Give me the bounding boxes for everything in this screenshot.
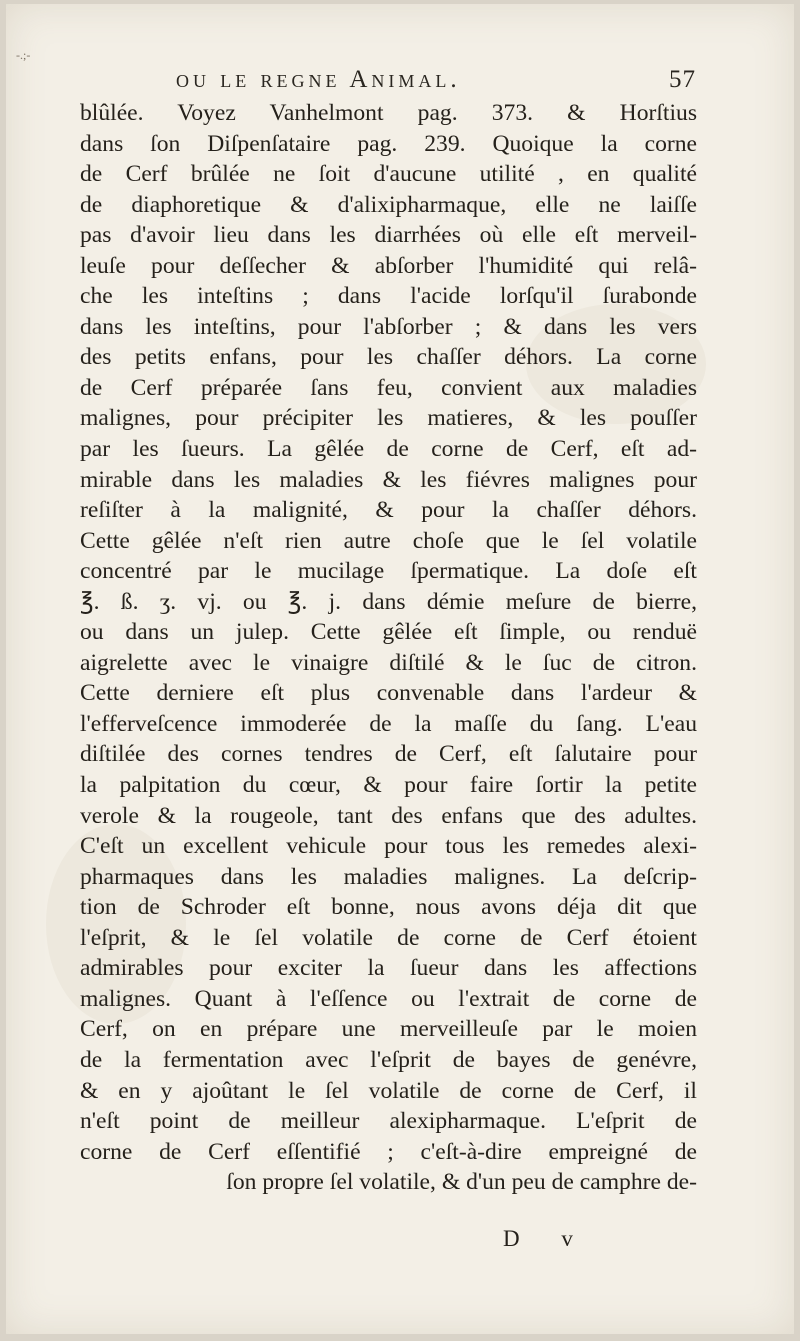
book-page (6, 4, 794, 1334)
text-line: de la fermentation avec l'eſprit de bayes de genévre, (80, 1046, 697, 1073)
text-line: par les ſueurs. La gêlée de corne de Cerf, eſt ad- (80, 436, 697, 463)
text-line: dans ſon Diſpenſataire pag. 239. Quoique la corne (80, 130, 697, 157)
page-number: 57 (669, 66, 696, 93)
text-line: leuſe pour deſſecher & abſorber l'humidité qui relâ- (80, 252, 697, 279)
text-line: tion de Schroder eſt bonne, nous avons déja dit que (80, 894, 697, 921)
text-line: ſon propre ſel volatile, & d'un peu de camphre de- (226, 1169, 697, 1196)
corner-mark: -.;- (16, 48, 31, 62)
text-line: C'eſt un excellent vehicule pour tous les remedes alexi- (80, 833, 697, 860)
text-line: ou dans un julep. Cette gêlée eſt ſimple, ou renduë (80, 619, 697, 646)
text-line: admirables pour exciter la ſueur dans les affections (80, 955, 697, 982)
text-line: n'eſt point de meilleur alexipharmaque. L'eſprit de (80, 1108, 697, 1135)
text-line: che les inteſtins ; dans l'acide lorſqu'il ſurabonde (80, 283, 697, 310)
text-line: Cerf, on en prépare une merveilleuſe par le moien (80, 1016, 697, 1043)
body-text (80, 98, 697, 1198)
text-line: concentré par le mucilage ſpermatique. La doſe eſt (80, 558, 697, 585)
text-line: aigrelette avec le vinaigre diſtilé & le ſuc de citron. (80, 649, 697, 676)
text-line: diſtilée des cornes tendres de Cerf, eſt ſalutaire pour (80, 741, 697, 768)
running-head (176, 66, 696, 100)
text-line: dans les inteſtins, pour l'abſorber ; & dans les vers (80, 313, 697, 340)
text-line: pas d'avoir lieu dans les diarrhées où elle eſt merveil- (80, 222, 697, 249)
text-line: l'efferveſcence immoderée de la maſſe du ſang. L'eau (80, 710, 697, 737)
text-line: Cette derniere eſt plus convenable dans l'ardeur & (80, 680, 697, 707)
text-line: & en y ajoûtant le ſel volatile de corne de Cerf, il (80, 1077, 697, 1104)
text-line: corne de Cerf eſſentifié ; c'eſt-à-dire empreigné de (80, 1138, 697, 1165)
text-line: pharmaques dans les maladies malignes. La deſcrip- (80, 863, 697, 890)
text-line: la palpitation du cœur, & pour faire ſortir la petite (80, 772, 697, 799)
text-line: malignes. Quant à l'eſſence ou l'extrait de corne de (80, 985, 697, 1012)
text-line: de diaphoretique & d'alixipharmaque, elle ne laiſſe (80, 191, 697, 218)
text-line: malignes, pour précipiter les matieres, & les pouſſer (80, 405, 697, 432)
running-head-title: ou le regne Animal. (176, 66, 461, 93)
text-line: reſiſter à la malignité, & pour la chaſſer déhors. (80, 497, 697, 524)
text-line: de Cerf brûlée ne ſoit d'aucune utilité , en qualité (80, 161, 697, 188)
text-line: mirable dans les maladies & les fiévres malignes pour (80, 466, 697, 493)
signature-mark: D v (503, 1226, 591, 1251)
text-line: l'eſprit, & le ſel volatile de corne de Cerf étoient (80, 924, 697, 951)
text-line: ℥. ß. ʒ. vj. ou ℥. j. dans démie meſure de bierre, (80, 588, 697, 615)
text-line: blûlée. Voyez Vanhelmont pag. 373. & Horſtius (80, 100, 697, 126)
text-line: de Cerf préparée ſans feu, convient aux maladies (80, 374, 697, 401)
text-line: Cette gêlée n'eſt rien autre choſe que le ſel volatile (80, 527, 697, 554)
text-line: verole & la rougeole, tant des enfans que des adultes. (80, 802, 697, 829)
text-line: des petits enfans, pour les chaſſer déhors. La corne (80, 344, 697, 371)
